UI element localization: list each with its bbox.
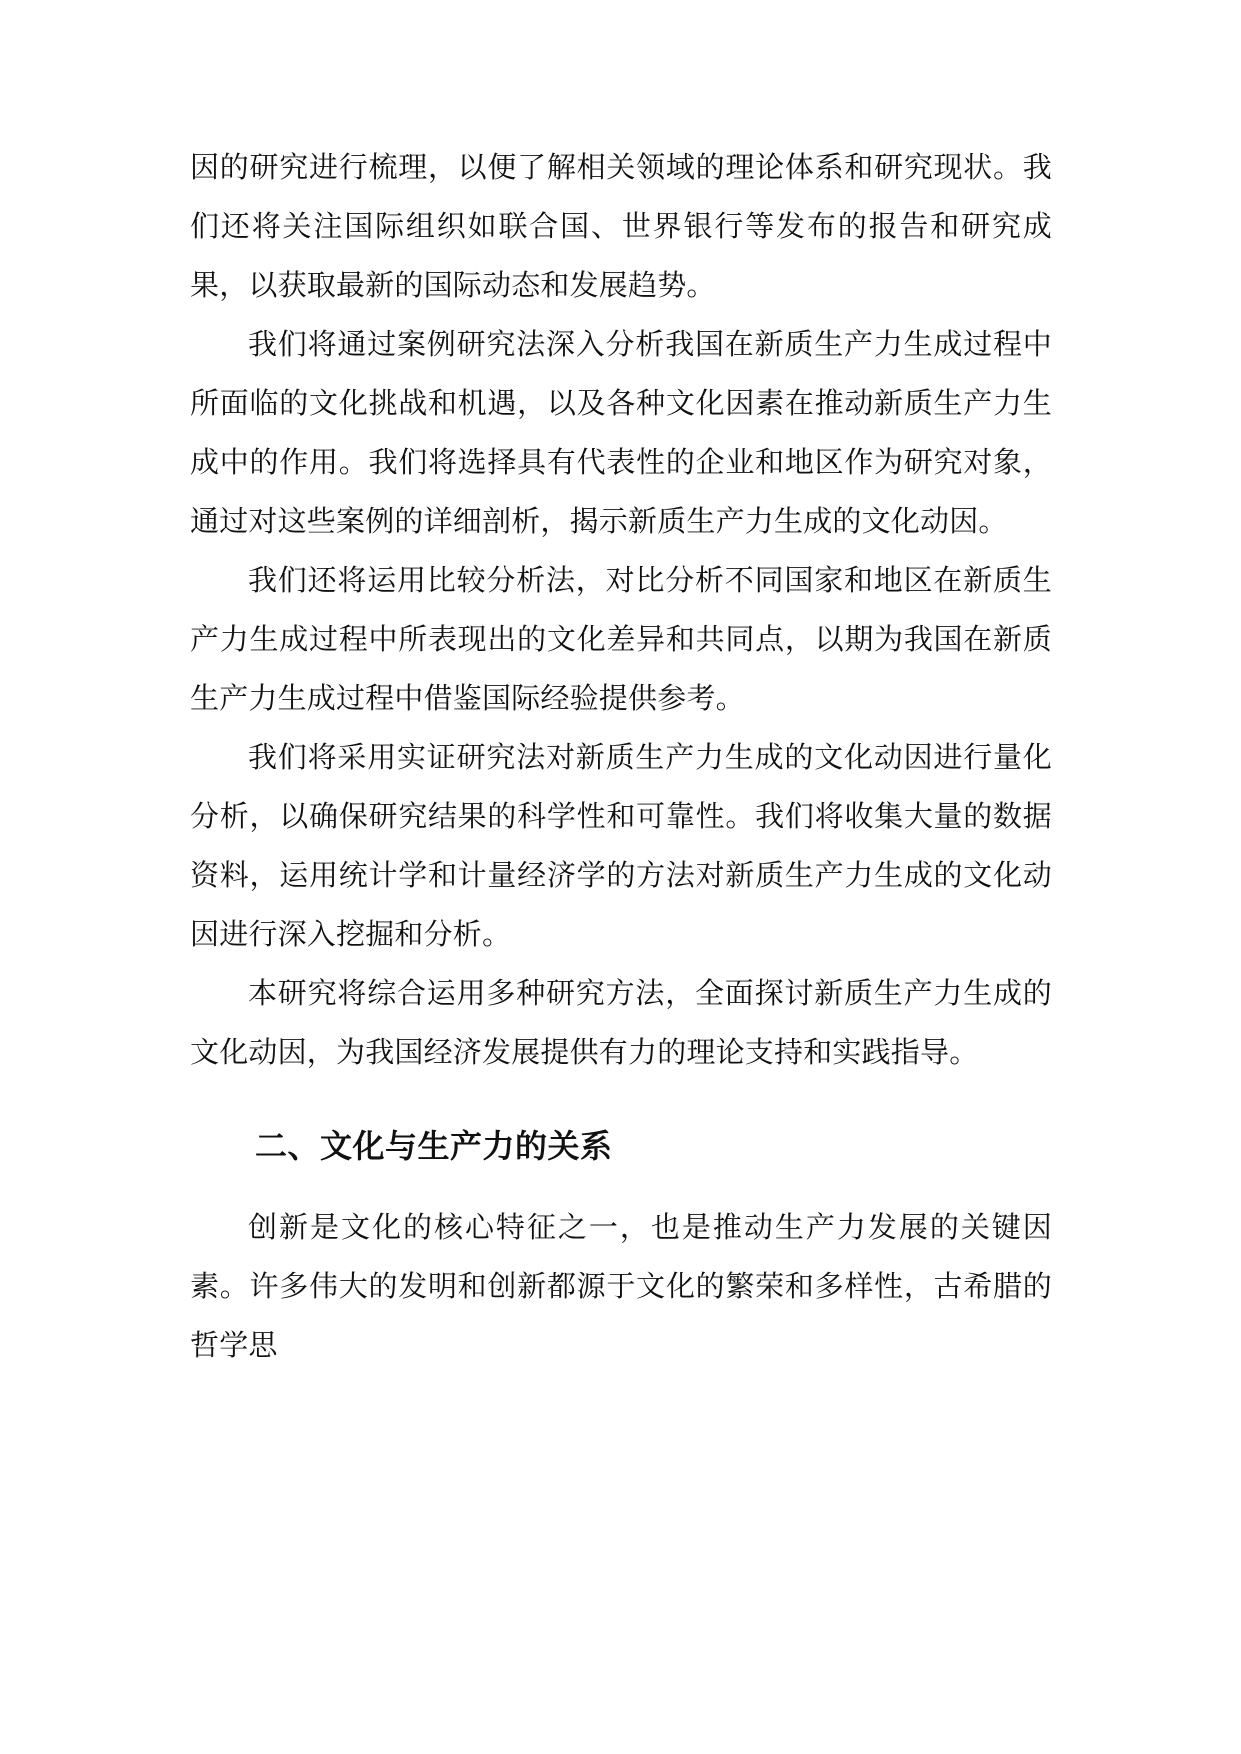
paragraph-summary: 本研究将综合运用多种研究方法，全面探讨新质生产力生成的文化动因，为我国经济发展提供有力的理论支持和实践指导。 bbox=[190, 976, 1052, 1069]
document-body bbox=[190, 138, 1052, 1375]
paragraph-empirical-research: 我们将采用实证研究法对新质生产力生成的文化动因进行量化分析，以确保研究结果的科学性和可靠性。我们将收集大量的数据资料，运用统计学和计量经济学的方法对新质生产力生成的文化动因进行深入挖掘和分析。 bbox=[190, 740, 1052, 951]
paragraph-innovation: 创新是文化的核心特征之一，也是推动生产力发展的关键因素。许多伟大的发明和创新都源于文化的繁荣和多样性，古希腊的哲学思 bbox=[190, 1210, 1052, 1362]
paragraph-continuation: 因的研究进行梳理，以便了解相关领域的理论体系和研究现状。我们还将关注国际组织如联合国、世界银行等发布的报告和研究成果，以获取最新的国际动态和发展趋势。 bbox=[190, 150, 1052, 302]
section-heading: 二、文化与生产力的关系 bbox=[255, 1127, 613, 1165]
paragraph-comparative-analysis: 我们还将运用比较分析法，对比分析不同国家和地区在新质生产力生成过程中所表现出的文化差异和共同点，以期为我国在新质生产力生成过程中借鉴国际经验提供参考。 bbox=[190, 563, 1052, 715]
paragraph-case-study: 我们将通过案例研究法深入分析我国在新质生产力生成过程中所面临的文化挑战和机遇，以及各种文化因素在推动新质生产力生成中的作用。我们将选择具有代表性的企业和地区作为研究对象，通过对这些案例的详细剖析，揭示新质生产力生成的文化动因。 bbox=[190, 327, 1052, 538]
